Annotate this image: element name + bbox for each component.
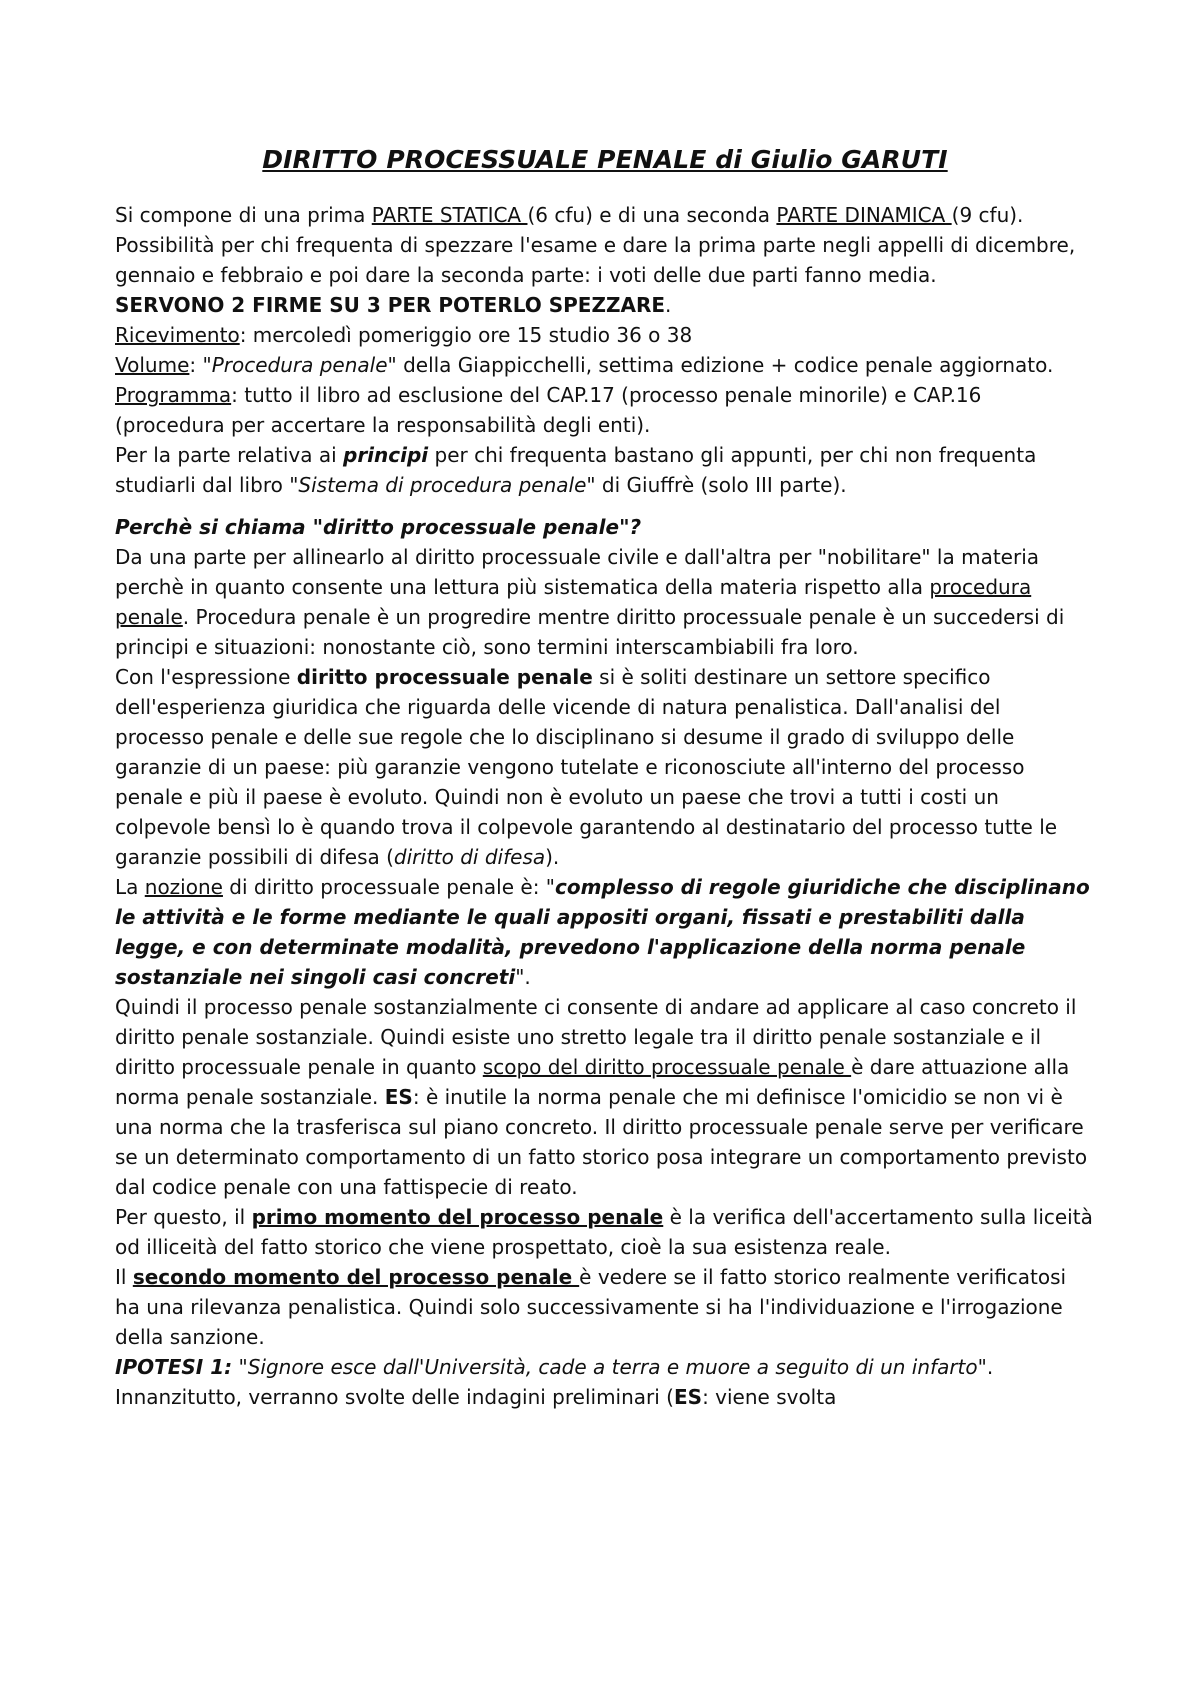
document-title: DIRITTO PROCESSUALE PENALE di Giulio GARUTI bbox=[262, 145, 948, 174]
es-label: ES bbox=[384, 1085, 413, 1109]
parte-dinamica-term: PARTE DINAMICA bbox=[776, 203, 952, 227]
ricevimento-label: Ricevimento bbox=[115, 323, 240, 347]
procedura-penale-term: procedura penale bbox=[115, 575, 1032, 629]
denominazione-paragraph: Da una parte per allinearlo al diritto processuale civile e dall'altra per "nobilitare" la materia perchè in quanto consente una lettura più sistematica della materia rispetto alla procedura penale. Procedura penale è un progredire mentre diritto processuale penale è un succedersi di principi e situazioni: nonostante ciò, sono termini interscambiabili fra loro. bbox=[115, 545, 1065, 659]
nozione-term: nozione bbox=[144, 875, 223, 899]
volume-line: Volume: "Procedura penale" della Giappicchelli, settima edizione + codice penale aggiornato. bbox=[115, 353, 1054, 377]
secondo-momento-paragraph: Il secondo momento del processo penale è vedere se il fatto storico realmente verificatosi ha una rilevanza penalistica. Quindi solo successivamente si ha l'individuazione e l'irrogazione della sanzione. bbox=[115, 1265, 1067, 1349]
intro-paragraph: Si compone di una prima PARTE STATICA (6 cfu) e di una seconda PARTE DINAMICA (9 cfu). Possibilità per chi frequenta di spezzare l'esame e dare la prima parte negli appelli di dicembre, gennaio e febbraio e poi dare la seconda parte: i voti delle due parti fanno media. bbox=[115, 203, 1076, 287]
programma-line: Programma: tutto il libro ad esclusione del CAP.17 (processo penale minorile) e CAP.16 (procedura per accertare la responsabilità degli enti). bbox=[115, 383, 982, 437]
programma-label: Programma bbox=[115, 383, 232, 407]
principi-paragraph: Per la parte relativa ai principi per chi frequenta bastano gli appunti, per chi non frequenta studiarli dal libro "Sistema di procedura penale" di Giuffrè (solo III parte). bbox=[115, 443, 1037, 497]
firme-notice: SERVONO 2 FIRME SU 3 PER POTERLO SPEZZARE. bbox=[115, 293, 672, 317]
scopo-term: scopo del diritto processuale penale bbox=[482, 1055, 852, 1079]
primo-momento-paragraph: Per questo, il primo momento del processo penale è la verifica dell'accertamento sulla liceità od illiceità del fatto storico che viene prospettato, cioè la sua esistenza reale. bbox=[115, 1205, 1093, 1259]
es-label: ES bbox=[673, 1385, 703, 1409]
scopo-paragraph: Quindi il processo penale sostanzialmente ci consente di andare ad applicare al caso concreto il diritto penale sostanziale. Quindi esiste uno stretto legale tra il diritto penale sostanziale e il diritto processuale penale in quanto scopo del diritto processuale penale è dare attuazione alla norma penale sostanziale. ES: è inutile la norma penale che mi definisce l'omicidio se non vi è una norma che la trasferisca sul piano concreto. Il diritto processuale penale serve per verificare se un determinato comportamento di un fatto storico posa integrare un comportamento previsto dal codice penale con una fattispecie di reato. bbox=[115, 995, 1088, 1199]
principi-term: principi bbox=[343, 443, 429, 467]
espressione-paragraph: Con l'espressione diritto processuale penale si è soliti destinare un settore specifico dell'esperienza giuridica che riguarda delle vicende di natura penalistica. Dall'analisi del processo penale e delle sue regole che lo disciplinano si desume il grado di sviluppo delle garanzie di un paese: più garanzie vengono tutelate e riconosciute all'interno del processo penale e più il paese è evoluto. Quindi non è evoluto un paese che trovi a tutti i costi un colpevole bensì lo è quando trova il colpevole garantendo al destinatario del processo tutte le garanzie possibili di difesa (diritto di difesa). bbox=[115, 665, 1058, 869]
primo-momento-term: primo momento del processo penale bbox=[251, 1205, 664, 1229]
ipotesi-label: IPOTESI 1: bbox=[115, 1355, 233, 1379]
diritto-processuale-term: diritto processuale penale bbox=[296, 665, 593, 689]
ricevimento-line: Ricevimento: mercoledì pomeriggio ore 15 studio 36 o 38 bbox=[115, 323, 693, 347]
nozione-definition: complesso di regole giuridiche che disciplinano le attività e le forme mediante le quali appositi organi, fissati e prestabiliti dalla legge, e con determinate modalità, prevedono l'applicazione della norma penale sostanziale nei singoli casi concreti bbox=[115, 875, 1090, 989]
volume-label: Volume bbox=[115, 353, 190, 377]
volume-book-title: Procedura penale bbox=[211, 353, 388, 377]
ipotesi-paragraph: IPOTESI 1: "Signore esce dall'Università, cade a terra e muore a seguito di un infarto". Innanzitutto, verranno svolte delle indagini preliminari (ES: viene svolta bbox=[115, 1355, 994, 1409]
sistema-book-title: Sistema di procedura penale bbox=[298, 473, 587, 497]
section-heading: Perchè si chiama "diritto processuale penale"? bbox=[115, 515, 642, 539]
parte-statica-term: PARTE STATICA bbox=[371, 203, 528, 227]
ipotesi-quote: Signore esce dall'Università, cade a terra e muore a seguito di un infarto bbox=[247, 1355, 978, 1379]
secondo-momento-term: secondo momento del processo penale bbox=[132, 1265, 580, 1289]
nozione-paragraph: La nozione di diritto processuale penale è: "complesso di regole giuridiche che disciplinano le attività e le forme mediante le quali appositi organi, fissati e prestabiliti dalla legge, e con determinate modalità, prevedono l'applicazione della norma penale sostanziale nei singoli casi concreti". bbox=[115, 875, 1090, 989]
diritto-di-difesa-term: diritto di difesa bbox=[393, 845, 546, 869]
document-page bbox=[115, 140, 1095, 1412]
